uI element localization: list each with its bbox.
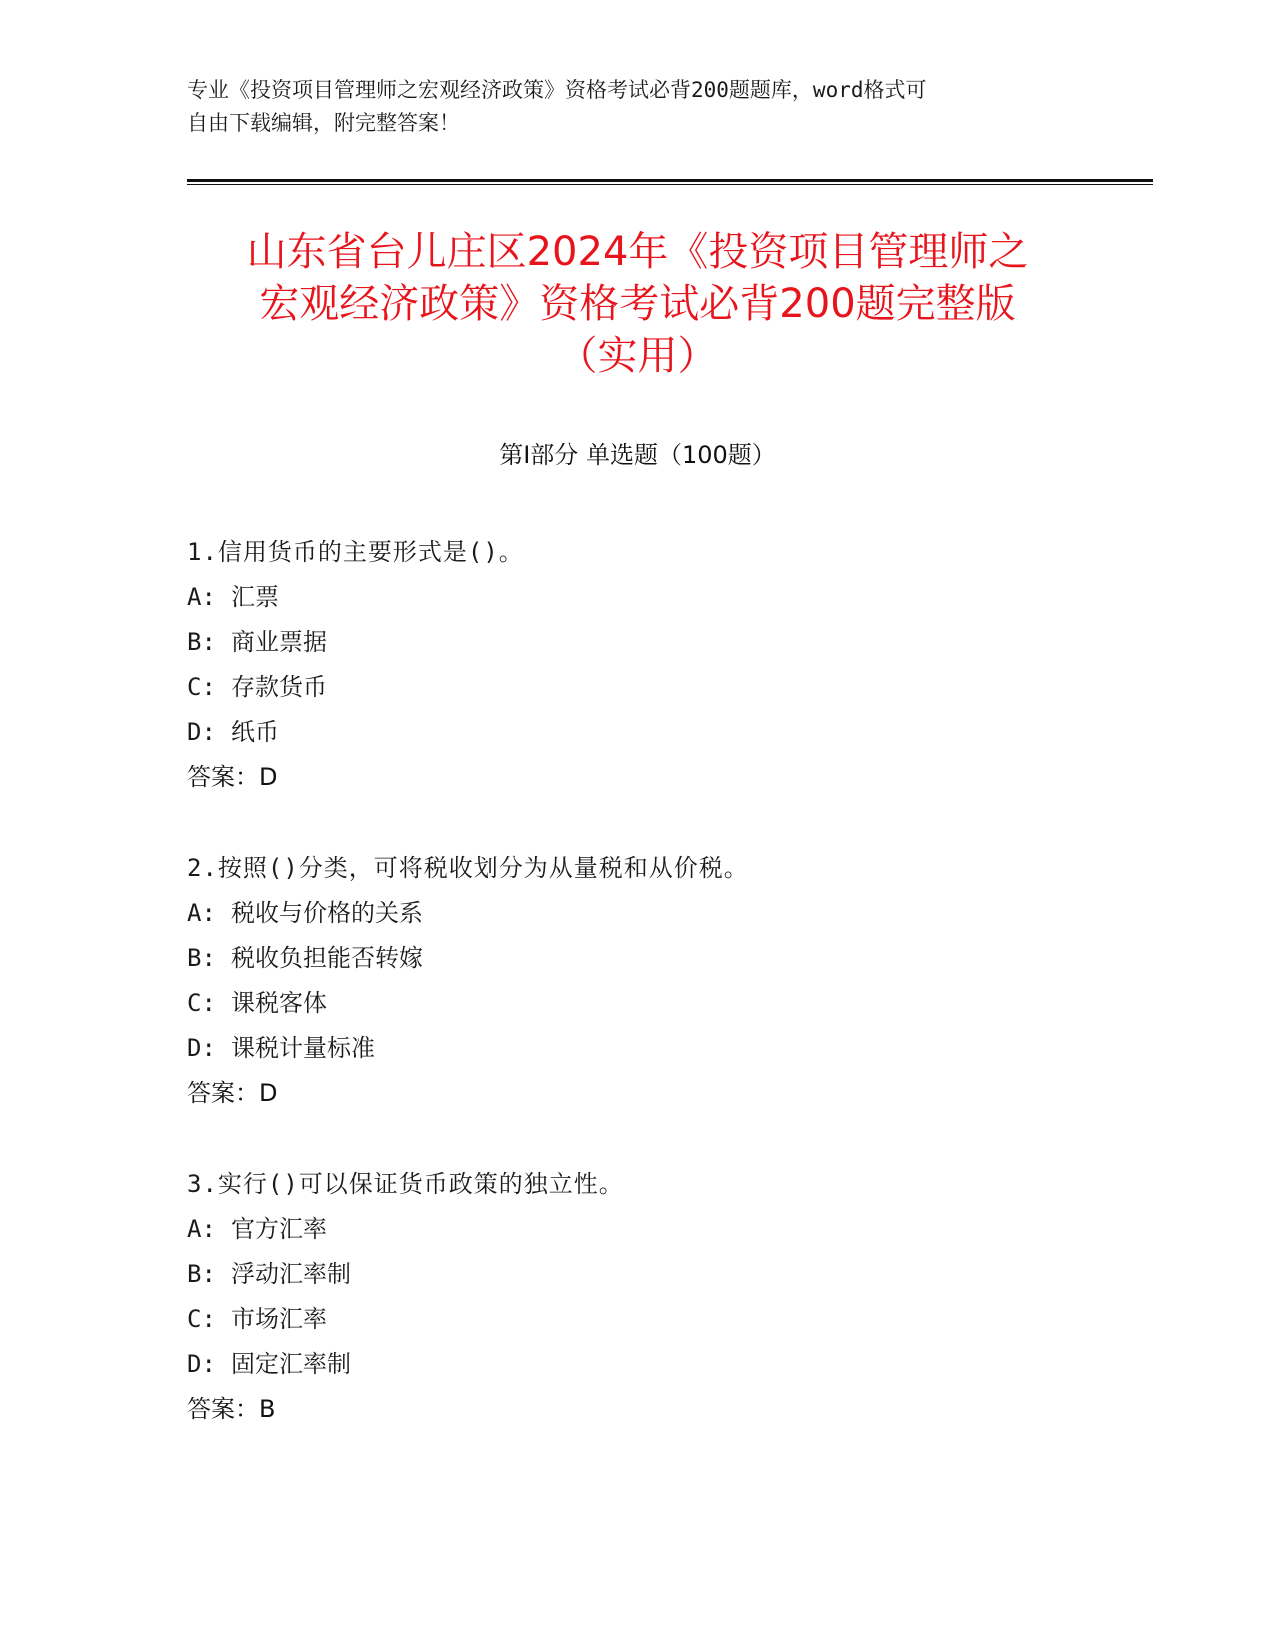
header-note-line-1: 专业《投资项目管理师之宏观经济政策》资格考试必背200题题库，word格式可 [187,78,927,102]
option-letter: A: [187,583,216,611]
option-letter: D: [187,1350,216,1378]
option-letter: A: [187,899,216,927]
answer: 答案：D [187,763,278,791]
option-text: 税收与价格的关系 [231,899,423,927]
option-b [187,936,1147,981]
document-title-line-3: （实用） [557,333,718,379]
option-text: 税收负担能否转嫁 [231,944,423,972]
option-text: 官方汇率 [231,1215,327,1243]
option-letter: D: [187,718,216,746]
option-d [187,1342,1147,1387]
option-text: 纸币 [231,718,279,746]
option-letter: C: [187,989,216,1017]
document-title [150,226,1125,382]
header-note-line-2: 自由下载编辑，附完整答案！ [187,111,460,135]
question-list [187,530,1147,1478]
section-title: 第Ⅰ部分 单选题（100题） [499,441,776,469]
option-a [187,1207,1147,1252]
document-title-line-1: 山东省台儿庄区2024年《投资项目管理师之 [246,229,1029,275]
option-c [187,665,1147,710]
option-d [187,1026,1147,1071]
answer: 答案：D [187,1079,278,1107]
option-c [187,1297,1147,1342]
option-text: 汇票 [231,583,279,611]
option-text: 课税客体 [231,989,327,1017]
header-divider-thin [187,184,1153,185]
header-divider-thick [187,179,1153,182]
option-text: 市场汇率 [231,1305,327,1333]
header-note [187,74,1087,140]
option-text: 课税计量标准 [231,1034,375,1062]
question-stem: 1.信用货币的主要形式是()。 [187,538,524,566]
option-letter: B: [187,1260,216,1288]
option-d [187,710,1147,755]
question-2 [187,846,1147,1116]
option-text: 浮动汇率制 [231,1260,351,1288]
answer: 答案：B [187,1395,276,1423]
option-a [187,575,1147,620]
option-letter: B: [187,628,216,656]
question-stem: 3.实行()可以保证货币政策的独立性。 [187,1170,624,1198]
option-c [187,981,1147,1026]
question-1 [187,530,1147,800]
option-letter: A: [187,1215,216,1243]
option-a [187,891,1147,936]
option-letter: C: [187,673,216,701]
question-stem: 2.按照()分类，可将税收划分为从量税和从价税。 [187,854,749,882]
option-text: 商业票据 [231,628,327,656]
option-b [187,1252,1147,1297]
question-3 [187,1162,1147,1432]
option-b [187,620,1147,665]
option-letter: B: [187,944,216,972]
option-text: 存款货币 [231,673,327,701]
option-letter: C: [187,1305,216,1333]
option-letter: D: [187,1034,216,1062]
document-title-line-2: 宏观经济政策》资格考试必背200题完整版 [259,281,1016,327]
option-text: 固定汇率制 [231,1350,351,1378]
